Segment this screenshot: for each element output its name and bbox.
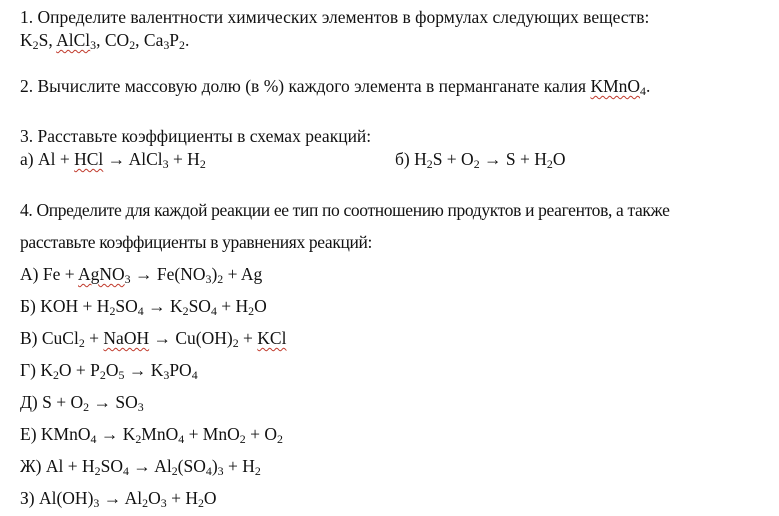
reaction-g [20, 359, 198, 381]
text-segment: → K [96, 424, 136, 444]
subscript: 3 [160, 495, 167, 510]
text-segment: Ca [143, 30, 164, 50]
text-segment: + H [223, 456, 255, 476]
task3-schemes [20, 148, 566, 171]
text-segment: + H [216, 296, 249, 316]
text-segment: SO [115, 296, 138, 316]
text-segment: SO [188, 296, 211, 316]
subscript: 4 [640, 83, 646, 98]
text-segment: P [169, 30, 180, 50]
text-segment: Д) S + O [20, 392, 84, 412]
formula-k2s [20, 30, 48, 50]
subscript: 4 [137, 303, 144, 318]
subscript: 2 [142, 495, 149, 510]
text-segment: + H [168, 149, 200, 169]
formula-kmno4 [590, 76, 646, 96]
subscript: 2 [426, 156, 433, 171]
subscript: 2 [171, 463, 178, 478]
text-segment: S + O [432, 149, 474, 169]
subscript: 2 [78, 335, 85, 350]
subscript: 3 [163, 367, 170, 382]
task2-text: 2. Вычислите массовую долю (в %) каждого элемента в перманганате калия [20, 76, 591, 96]
text-segment: Г) K [20, 360, 53, 380]
text-segment: K [20, 30, 33, 50]
reaction-v [20, 327, 286, 349]
subscript: 2 [217, 271, 224, 286]
reaction-z [20, 487, 217, 509]
spellcheck-underlined-text: AlCl [56, 30, 91, 50]
subscript: 4 [205, 463, 212, 478]
subscript: 4 [90, 431, 97, 446]
subscript: 2 [248, 303, 255, 318]
text-segment: → K [143, 296, 183, 316]
text-segment: → K [124, 360, 164, 380]
text-segment: O [148, 488, 161, 508]
subscript: 3 [205, 271, 212, 286]
spellcheck-underlined-text: KCl [257, 328, 287, 348]
formula-alcl3 [56, 30, 96, 50]
period: . [645, 76, 651, 96]
task3-heading: 3. Расставьте коэффициенты в схемах реакций: [20, 126, 372, 146]
subscript: 2 [473, 156, 480, 171]
separator: , [135, 30, 144, 50]
subscript: 2 [99, 367, 106, 382]
text-segment: → Fe(NO [130, 264, 206, 284]
text-segment: З) Al(OH) [20, 488, 94, 508]
subscript: 2 [109, 303, 116, 318]
task4-heading-line1: 4. Определите для каждой реакции ее тип по соотношению продуктов и реагентов, а также [20, 200, 670, 220]
text-segment: CO [104, 30, 130, 50]
subscript: 4 [122, 463, 129, 478]
spellcheck-underlined-text: NaOH [103, 328, 150, 348]
text-segment: В) CuCl [20, 328, 79, 348]
subscript: 4 [191, 367, 198, 382]
text-segment: O + P [58, 360, 100, 380]
subscript: 2 [52, 367, 59, 382]
task1-formulas [20, 29, 189, 51]
task2-line [20, 75, 650, 97]
subscript: 5 [118, 367, 125, 382]
text-segment: + [238, 328, 258, 348]
text-segment: → S + H [479, 149, 547, 169]
reaction-e [20, 423, 283, 445]
subscript: 2 [179, 37, 185, 52]
separator: , [48, 30, 57, 50]
scheme-a [20, 149, 206, 169]
spellcheck-underlined-text: HCl [74, 149, 104, 169]
text-segment: + H [166, 488, 198, 508]
text-segment: O [552, 149, 566, 169]
text-segment: А) Fe + [20, 264, 78, 284]
scheme-b [395, 148, 566, 170]
text-segment: б) H [395, 149, 427, 169]
subscript: 3 [93, 495, 100, 510]
text-segment: PO [169, 360, 192, 380]
subscript: 2 [83, 399, 90, 414]
text-segment: + [84, 328, 104, 348]
text-segment: Б) KOH + H [20, 296, 110, 316]
text-segment: Е) KMnO [20, 424, 91, 444]
subscript: 3 [90, 37, 97, 52]
text-segment: + MnO [184, 424, 240, 444]
subscript: 3 [137, 399, 144, 414]
subscript: 3 [163, 37, 170, 52]
text-segment: SO [100, 456, 123, 476]
formula-co2 [105, 30, 135, 50]
period: . [184, 30, 190, 50]
text-segment: (SO [177, 456, 206, 476]
text-segment: S [38, 30, 49, 50]
text-segment: O [254, 296, 267, 316]
subscript: 2 [182, 303, 189, 318]
subscript: 4 [178, 431, 185, 446]
subscript: 3 [124, 271, 131, 286]
spellcheck-underlined-text: AgNO [78, 264, 125, 284]
subscript: 2 [94, 463, 101, 478]
separator: , [96, 30, 105, 50]
subscript: 2 [232, 335, 239, 350]
subscript: 2 [239, 431, 246, 446]
task4-heading-line2: расставьте коэффициенты в уравнениях реакций: [20, 232, 373, 252]
text-segment: + Ag [223, 264, 263, 284]
subscript: 2 [32, 37, 39, 52]
reaction-d [20, 391, 144, 413]
text-segment: → AlCl [103, 149, 163, 169]
subscript: 2 [129, 37, 136, 52]
subscript: 3 [217, 463, 224, 478]
text-segment: → Al [99, 488, 143, 508]
reaction-zh [20, 455, 261, 477]
text-segment: O [105, 360, 119, 380]
subscript: 2 [276, 431, 283, 446]
reaction-a [20, 263, 262, 285]
text-segment: ) [211, 456, 218, 476]
text-segment: а) Al + [20, 149, 75, 169]
subscript: 2 [254, 463, 261, 478]
text-segment: + O [245, 424, 277, 444]
text-segment: ) [211, 264, 218, 284]
subscript: 4 [210, 303, 217, 318]
text-segment: MnO [141, 424, 179, 444]
spellcheck-underlined-text: KMnO [590, 76, 641, 96]
text-segment: → SO [89, 392, 138, 412]
text-segment: → Al [128, 456, 172, 476]
text-segment: O [203, 488, 217, 508]
subscript: 2 [199, 156, 206, 171]
subscript: 2 [546, 156, 553, 171]
task1-heading: 1. Определите валентности химических элементов в формулах следующих веществ: [20, 7, 650, 27]
formula-ca3p2 [144, 30, 185, 50]
text-segment: Ж) Al + H [20, 456, 95, 476]
subscript: 2 [197, 495, 204, 510]
text-segment: → Cu(OH) [149, 328, 233, 348]
subscript: 3 [162, 156, 169, 171]
reaction-b [20, 295, 267, 317]
subscript: 2 [135, 431, 142, 446]
